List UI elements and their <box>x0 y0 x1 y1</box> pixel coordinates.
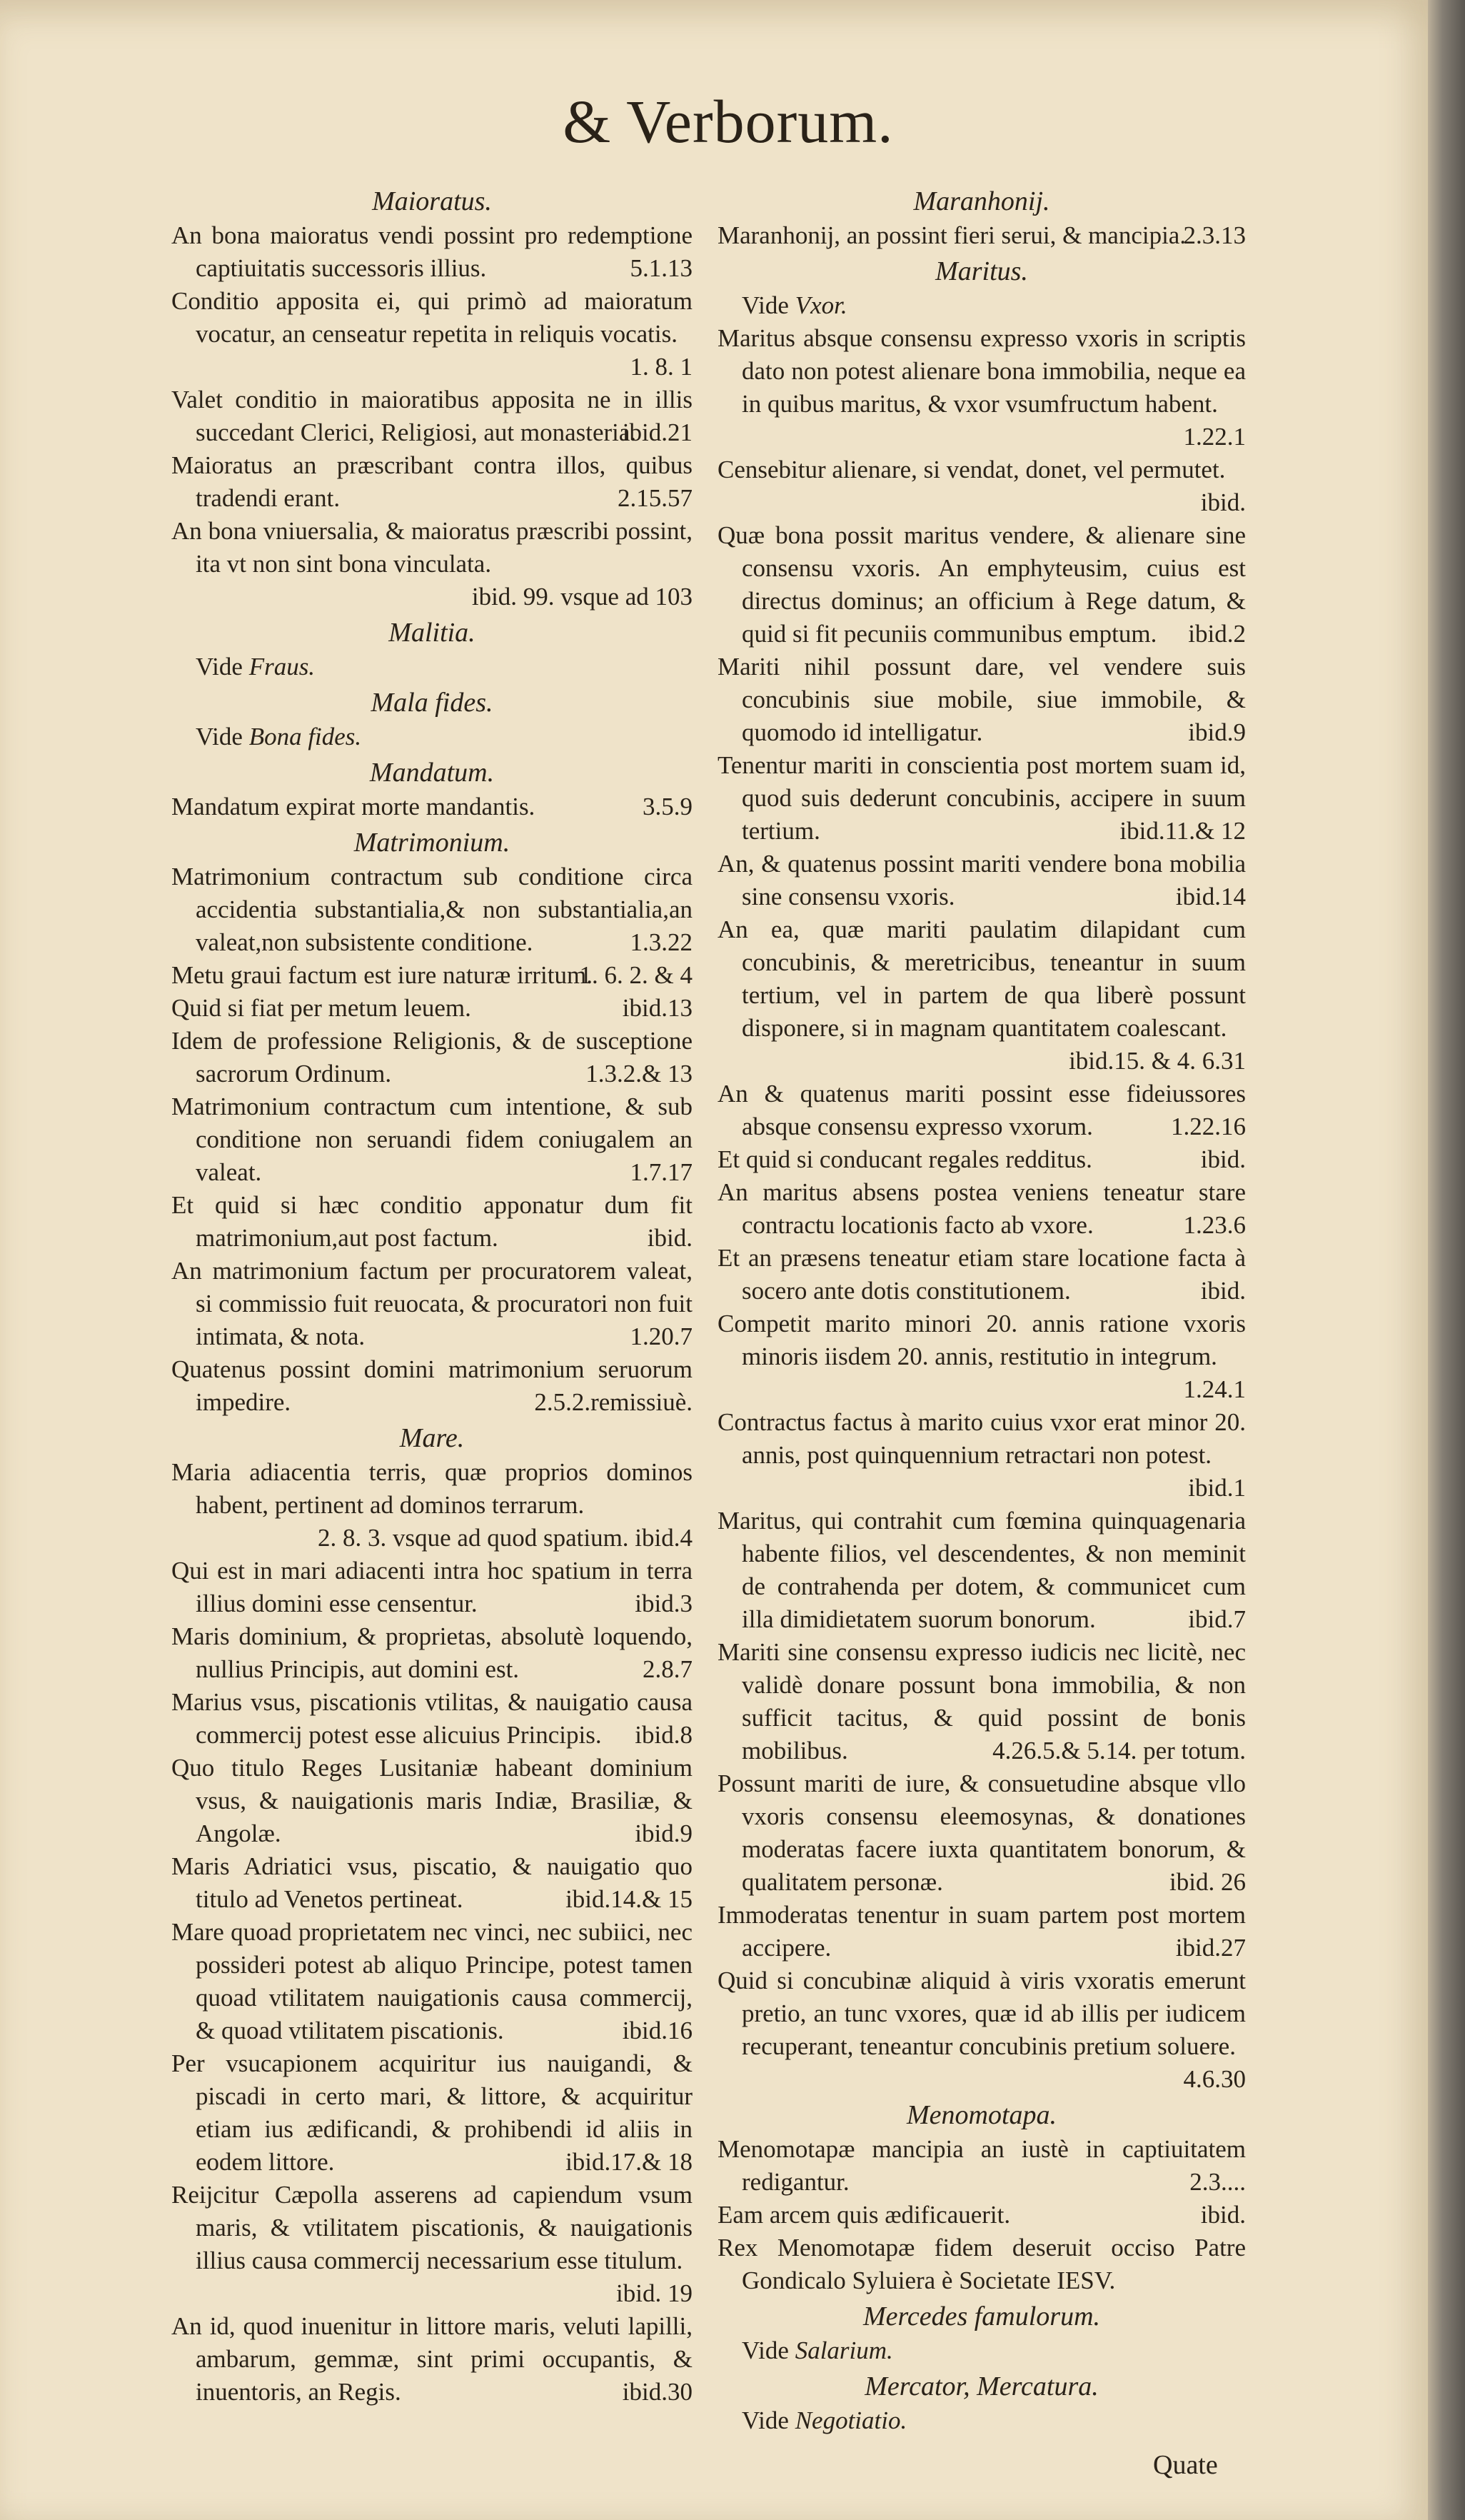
entry-text: Menomotapæ mancipia an iustè in captiuitatem redigantur. <box>718 2135 1246 2196</box>
entry-reference: ibid.13 <box>622 994 693 1022</box>
entry-text: Per vsucapionem acquiritur ius nauigandi, & piscadi in certo mari, & littore, & acquiritur etiam ius ædificandi, & prohibendi id aliis in eodem littore. <box>171 2049 693 2176</box>
entry-reference: 2.8.7 <box>643 1655 693 1683</box>
entry-reference: ibid. 19 <box>616 2279 693 2307</box>
vide-label: Vide <box>196 653 249 681</box>
index-entry <box>171 383 693 449</box>
index-entry <box>171 2310 693 2409</box>
index-entry <box>171 1620 693 1686</box>
entry-text: An maritus absens postea veniens teneatur stare contractu locationis facto ab vxore. <box>718 1178 1246 1239</box>
entry-text: Quid si fiat per metum leuem. <box>171 994 471 1022</box>
cross-reference <box>171 651 693 683</box>
entry-text: Maritus absque consensu expresso vxoris in scriptis dato non potest alienare bona immobilia, neque ea in quibus maritus, & vxor vsumfructum habent. <box>718 324 1246 418</box>
entry-text: Quid si concubinæ aliquid à viris vxoratis emerunt pretio, an tunc vxores, quæ id ab illis per iudicem recuperant, teneantur concubinis pretium soluere. <box>718 1967 1246 2060</box>
entry-text: Marius vsus, piscationis vtilitas, & nauigatio causa commercij potest esse alicuius Principis. <box>171 1688 693 1749</box>
index-entry <box>171 2179 693 2310</box>
entry-reference: ibid.1 <box>1188 1474 1246 1502</box>
entry-text: Maria adiacentia terris, quæ proprios dominos habent, pertinent ad dominos terrarum. <box>171 1458 693 1519</box>
index-entry <box>718 1307 1246 1406</box>
entry-text: An matrimonium factum per procuratorem valeat, si commissio fuit reuocata, & procuratori non fuit intimata, & nota. <box>171 1257 693 1350</box>
entry-reference: ibid. <box>1200 1277 1246 1305</box>
entry-text: Mariti nihil possunt dare, vel vendere suis concubinis siue mobile, siue immobile, & quomodo id intelligatur. <box>718 653 1246 746</box>
entry-text: Immoderatas tenentur in suam partem post mortem accipere. <box>718 1901 1246 1962</box>
entry-reference: ibid.17.& 18 <box>565 2148 693 2176</box>
entry-text: Possunt mariti de iure, & consuetudine absque vllo vxoris consensu eleemosynas, & donationes moderatas facere iuxta quantitatem bonorum, & qualitatem personæ. <box>718 1769 1246 1896</box>
entry-reference: ibid.16 <box>622 2017 693 2044</box>
cross-reference <box>718 2404 1246 2437</box>
entry-text: Rex Menomotapæ fidem deseruit occiso Patre Gondicalo Syluiera è Societate IESV. <box>718 2234 1246 2294</box>
entry-text: Censebitur alienare, si vendat, donet, vel permutet. <box>718 456 1226 483</box>
entry-text: Et an præsens teneatur etiam stare locatione facta à socero ante dotis constitutionem. <box>718 1244 1246 1305</box>
entry-reference: ibid. <box>1200 2201 1246 2229</box>
index-entry <box>171 449 693 515</box>
index-heading: Matrimonium. <box>353 828 510 858</box>
entry-text: Contractus factus à marito cuius vxor erat minor 20. annis, post quinquennium retractari non potest. <box>718 1408 1246 1469</box>
index-entry <box>171 992 693 1025</box>
entry-text: Quæ bona possit maritus vendere, & alienare sine consensu vxoris. An emphyteusim, cuius est directus dominus; an officium à Rege datum, & quid si fit pecuniis communibus emptum. <box>718 521 1246 648</box>
entry-reference: 1. 6. 2. & 4 <box>579 961 693 989</box>
index-entry <box>171 1090 693 1189</box>
index-entry <box>718 1636 1246 1767</box>
entry-reference: ibid. <box>1200 488 1246 516</box>
entry-text: Matrimonium contractum sub conditione circa accidentia substantialia,& non substantialia,an valeat,non subsistente conditione. <box>171 863 693 956</box>
entry-reference: 2.3.13 <box>1183 221 1246 249</box>
index-entry <box>718 1964 1246 2096</box>
entry-text: Eam arcem quis ædificauerit. <box>718 2201 1011 2229</box>
entry-text: Competit marito minori 20. annis ratione vxoris minoris iisdem 20. annis, restitutio in integrum. <box>718 1310 1246 1370</box>
entry-reference: 1. 8. 1 <box>630 353 693 381</box>
vide-label: Vide <box>742 291 795 319</box>
entry-text: An id, quod inuenitur in littore maris, veluti lapilli, ambarum, gemmæ, sint primi occupantis, & inuentoris, an Regis. <box>171 2312 693 2406</box>
index-entry <box>171 1752 693 1850</box>
entry-reference: ibid. <box>647 1224 693 1252</box>
entry-text: An & quatenus mariti possint esse fideiussores absque consensu expresso vxorum. <box>718 1080 1246 1140</box>
index-heading: Mare. <box>399 1423 465 1453</box>
index-entry <box>718 749 1246 848</box>
index-heading: Menomotapa. <box>906 2100 1057 2130</box>
index-entry <box>718 1242 1246 1307</box>
vide-target: Vxor. <box>795 291 847 319</box>
index-entry <box>171 515 693 613</box>
vide-target: Salarium. <box>795 2336 893 2364</box>
entry-text: Valet conditio in maioratibus apposita ne in illis succedant Clerici, Religiosi, aut monasteria. <box>171 386 693 446</box>
index-heading: Mercedes famulorum. <box>862 2301 1101 2331</box>
entry-text: Et quid si hæc conditio apponatur dum fit matrimonium,aut post factum. <box>171 1191 693 1252</box>
entry-reference: 1.7.17 <box>630 1158 693 1186</box>
index-entry <box>718 651 1246 749</box>
entry-text: Et quid si conducant regales redditus. <box>718 1145 1092 1173</box>
index-entry <box>718 2232 1246 2297</box>
entry-text: Mariti sine consensu expresso iudicis nec licitè, nec validè donare possunt bona immobilia, & non sufficit tacitus, & quid possint de bonis mobilibus. <box>718 1638 1246 1764</box>
vide-label: Vide <box>742 2336 795 2364</box>
entry-reference: ibid.9 <box>1188 718 1246 746</box>
left-column <box>171 182 693 2409</box>
entry-reference: 2.15.57 <box>618 484 693 512</box>
index-entry <box>171 1025 693 1090</box>
page-header: & Verborum. <box>563 87 894 156</box>
index-entry <box>718 453 1246 519</box>
entry-reference: 1.22.1 <box>1183 423 1246 451</box>
entry-reference: ibid.2 <box>1188 620 1246 648</box>
index-entry <box>718 519 1246 651</box>
entry-text: Metu graui factum est iure naturæ irritum. <box>171 961 593 989</box>
index-entry <box>171 1555 693 1620</box>
entry-text: An, & quatenus possint mariti vendere bona mobilia sine consensu vxoris. <box>718 850 1246 910</box>
index-entry <box>171 1456 693 1555</box>
entry-reference: ibid.30 <box>622 2378 693 2406</box>
entry-reference: ibid.27 <box>1175 1934 1246 1962</box>
entry-text: Maris dominium, & proprietas, absolutè loquendo, nullius Principis, aut domini est. <box>171 1622 693 1683</box>
entry-reference: ibid. 99. vsque ad 103 <box>471 583 693 611</box>
entry-reference: ibid.11.& 12 <box>1119 817 1246 845</box>
entry-reference: 1.24.1 <box>1183 1375 1246 1403</box>
entry-text: Maris Adriatici vsus, piscatio, & nauigatio quo titulo ad Venetos pertineat. <box>171 1852 693 1913</box>
index-entry <box>171 790 693 823</box>
entry-text: Maioratus an præscribant contra illos, quibus tradendi erant. <box>171 451 693 512</box>
entry-text: An bona vniuersalia, & maioratus præscribi possint, ita vt non sint bona vinculata. <box>171 517 693 578</box>
index-entry <box>171 959 693 992</box>
index-entry <box>718 1176 1246 1242</box>
entry-text: Matrimonium contractum cum intentione, & sub conditione non seruandi fidem coniugalem an valeat. <box>171 1093 693 1186</box>
entry-reference: 1.23.6 <box>1183 1211 1246 1239</box>
index-entry <box>718 913 1246 1078</box>
index-entry <box>171 1686 693 1752</box>
entry-reference: ibid. <box>1200 1145 1246 1173</box>
entry-text: Idem de professione Religionis, & de susceptione sacrorum Ordinum. <box>171 1027 693 1088</box>
index-entry <box>171 1189 693 1255</box>
entry-text: Quo titulo Reges Lusitaniæ habeant dominium vsus, & nauigationis maris Indiæ, Brasiliæ, & Angolæ. <box>171 1754 693 1847</box>
index-heading: Mercator, Mercatura. <box>865 2371 1099 2401</box>
index-heading: Maioratus. <box>372 186 492 216</box>
entry-text: Mandatum expirat morte mandantis. <box>171 793 535 820</box>
entry-text: Maranhonij, an possint fieri serui, & mancipia. <box>718 221 1187 249</box>
entry-text: Quatenus possint domini matrimonium seruorum impedire. <box>171 1355 693 1416</box>
entry-reference: ibid. 26 <box>1169 1868 1246 1896</box>
entry-reference: 4.26.5.& 5.14. per totum. <box>992 1737 1246 1764</box>
index-heading: Mandatum. <box>369 758 495 788</box>
entry-reference: 2. 8. 3. vsque ad quod spatium. ibid.4 <box>318 1524 693 1552</box>
index-entry <box>718 219 1246 252</box>
entry-reference: ibid.14 <box>1175 883 1246 910</box>
index-entry <box>718 1143 1246 1176</box>
index-entry <box>171 1353 693 1419</box>
entry-text: Conditio apposita ei, qui primò ad maioratum vocatur, an censeatur repetita in reliquis vocatis. <box>171 287 693 348</box>
vide-target: Bona fides. <box>248 723 362 751</box>
entry-reference: ibid.9 <box>635 1819 693 1847</box>
entry-reference: ibid.3 <box>635 1590 693 1617</box>
entry-reference: 3.5.9 <box>643 793 693 820</box>
entry-reference: ibid.7 <box>1188 1605 1246 1633</box>
index-entry <box>171 1255 693 1353</box>
right-column <box>718 182 1246 2437</box>
index-entry <box>171 1916 693 2047</box>
index-entry <box>171 2047 693 2179</box>
vide-label: Vide <box>196 723 249 751</box>
cross-reference <box>718 2334 1246 2367</box>
catchword: Quate <box>1153 2450 1218 2480</box>
vide-label: Vide <box>742 2406 795 2434</box>
index-entry <box>718 1767 1246 1899</box>
index-entry <box>171 860 693 959</box>
index-entry <box>171 285 693 383</box>
index-heading: Maranhonij. <box>913 186 1050 216</box>
entry-reference: 1.3.2.& 13 <box>585 1060 693 1088</box>
entry-text: Reijcitur Cæpolla asserens ad capiendum vsum maris, & vtilitatem piscationis, & nauigationis illius causa commercij necessarium esse titulum. <box>171 2181 693 2274</box>
page-edge <box>1428 0 1465 2520</box>
entry-text: An ea, quæ mariti paulatim dilapidant cum concubinis, & meretricibus, teneantur in suum tertium, vel in partem de qua liberè possunt disponere, si in magnam quantitatem coalescant. <box>718 915 1246 1042</box>
entry-text: An bona maioratus vendi possint pro redemptione captiuitatis successoris illius. <box>171 221 693 282</box>
entry-reference: 1.3.22 <box>630 928 693 956</box>
index-heading: Mala fides. <box>371 688 493 718</box>
entry-reference: ibid.21 <box>622 418 693 446</box>
entry-reference: 1.20.7 <box>630 1322 693 1350</box>
index-entry <box>171 1850 693 1916</box>
entry-reference: 2.3.... <box>1189 2168 1246 2196</box>
entry-reference: 2.5.2.remissiuè. <box>534 1388 693 1416</box>
index-entry <box>718 1505 1246 1636</box>
index-entry <box>171 219 693 285</box>
entry-text: Qui est in mari adiacenti intra hoc spatium in terra illius domini esse censentur. <box>171 1557 693 1617</box>
entry-text: Maritus, qui contrahit cum fœmina quinquagenaria habente filios, vel descendentes, & non meminit de contrahenda per dotem, & communicet cum illa dimidietatem suorum bonorum. <box>718 1507 1246 1633</box>
entry-reference: 5.1.13 <box>630 254 693 282</box>
entry-reference: 1.22.16 <box>1171 1113 1246 1140</box>
entry-reference: ibid.15. & 4. 6.31 <box>1069 1047 1246 1075</box>
cross-reference <box>171 721 693 753</box>
index-entry <box>718 1078 1246 1143</box>
index-entry <box>718 2199 1246 2232</box>
index-entry <box>718 1899 1246 1964</box>
index-entry <box>718 2133 1246 2199</box>
index-entry <box>718 322 1246 453</box>
entry-reference: ibid.8 <box>635 1721 693 1749</box>
entry-text: Tenentur mariti in conscientia post mortem suam id, quod suis dederunt concubinis, accipere in suum tertium. <box>718 751 1246 845</box>
index-heading: Malitia. <box>388 618 475 648</box>
cross-reference <box>718 289 1246 322</box>
entry-text: Mare quoad proprietatem nec vinci, nec subiici, nec possideri potest ab aliquo Principe, potest tamen quoad vtilitatem nauigationis causa commercij, & quoad vtilitatem piscationis. <box>171 1918 693 2044</box>
entry-reference: 4.6.30 <box>1183 2065 1246 2093</box>
index-heading: Maritus. <box>935 256 1028 286</box>
vide-target: Negotiatio. <box>795 2406 907 2434</box>
index-entry <box>718 1406 1246 1505</box>
entry-reference: ibid.14.& 15 <box>565 1885 693 1913</box>
vide-target: Fraus. <box>248 653 316 681</box>
index-entry <box>718 848 1246 913</box>
